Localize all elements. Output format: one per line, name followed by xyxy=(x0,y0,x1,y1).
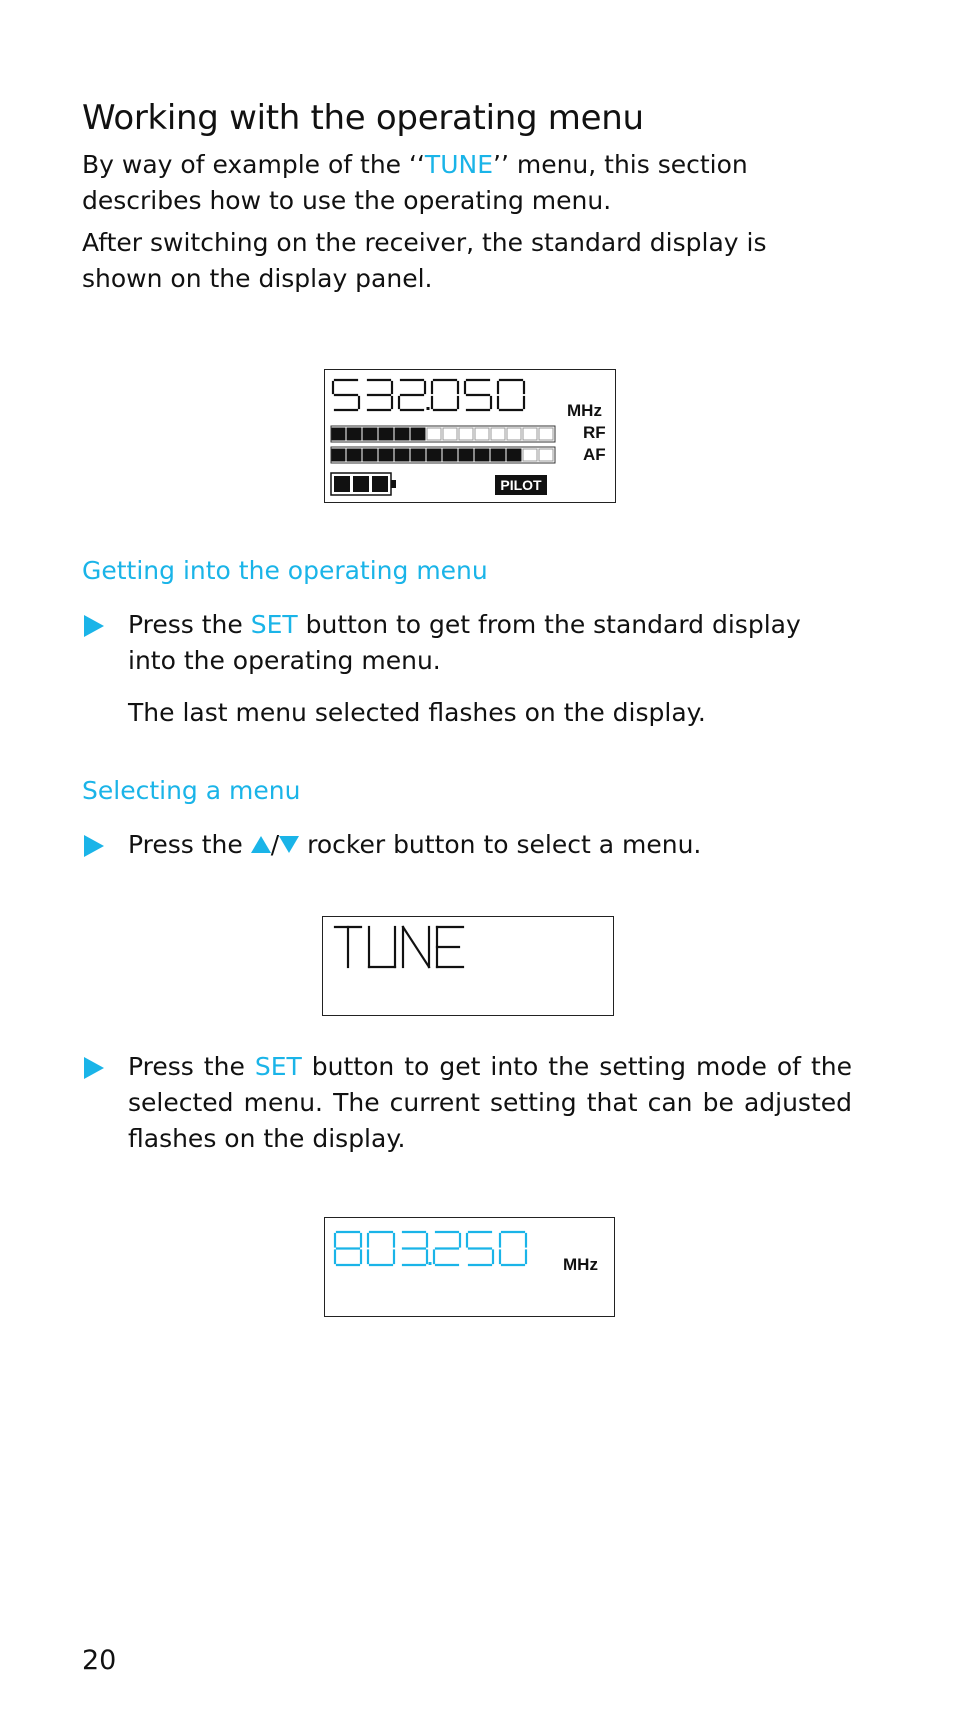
level-segment xyxy=(475,428,489,440)
standard-display-panel xyxy=(324,369,616,503)
intro-paragraph-2: After switching on the receiver, the standard display is shown on the display panel. xyxy=(82,228,767,293)
level-segment xyxy=(427,449,441,461)
intro-paragraph-1 xyxy=(82,147,852,219)
bullet-arrow-icon xyxy=(84,1057,104,1079)
bullet-arrow-icon xyxy=(84,615,104,637)
step-setting-mode xyxy=(128,1049,852,1157)
digit xyxy=(498,380,524,410)
level-segment xyxy=(331,449,345,461)
af-level-meter xyxy=(331,447,555,463)
level-segment xyxy=(411,449,425,461)
rf-level-meter xyxy=(331,426,555,442)
battery-segment xyxy=(334,476,350,492)
tune-display-graphic xyxy=(323,917,615,1017)
flashing-frequency-digits xyxy=(335,1232,526,1265)
rocker-up-icon xyxy=(251,836,271,853)
digit xyxy=(335,1232,361,1265)
digit xyxy=(403,1232,427,1265)
set-button-name: SET xyxy=(254,1052,302,1081)
level-segment xyxy=(379,428,393,440)
frequency-digits xyxy=(333,380,524,410)
lcd-letter xyxy=(335,927,361,967)
page-title: Working with the operating menu xyxy=(82,98,644,138)
rocker-down-icon xyxy=(279,836,299,853)
set-button-name: SET xyxy=(250,610,298,639)
digit xyxy=(434,1232,460,1265)
step-press-set xyxy=(128,607,852,679)
lcd-letter xyxy=(369,927,395,967)
lcd-letter xyxy=(437,927,463,967)
intro-text: By way of example of the ‘‘ xyxy=(82,150,425,179)
step-text-rest: button to get from the standard display into the operating menu. xyxy=(128,610,801,675)
step-result: The last menu selected flashes on the display. xyxy=(128,698,706,727)
frequency-setting-graphic xyxy=(325,1218,616,1318)
level-segment xyxy=(443,428,457,440)
level-segment xyxy=(395,428,409,440)
battery-tip xyxy=(391,480,396,488)
level-segment xyxy=(379,449,393,461)
level-segment xyxy=(395,449,409,461)
frequency-setting-display-panel xyxy=(324,1217,615,1317)
digit xyxy=(368,1232,394,1265)
level-segment xyxy=(491,449,505,461)
level-segment xyxy=(475,449,489,461)
intro-text-rest: ’’ menu, this section describes how to use the operating menu. xyxy=(82,150,748,215)
section-title-getting-into-menu: Getting into the operating menu xyxy=(82,556,488,585)
section-title-selecting-menu: Selecting a menu xyxy=(82,776,301,805)
battery-indicator xyxy=(331,473,396,495)
lcd-letter xyxy=(403,927,429,967)
level-segment xyxy=(347,428,361,440)
level-segment xyxy=(459,449,473,461)
level-segment xyxy=(523,428,537,440)
decimal-point xyxy=(427,407,430,410)
pilot-label: PILOT xyxy=(500,477,542,493)
tune-menu-text xyxy=(335,927,463,967)
rf-label: RF xyxy=(583,423,606,442)
digit xyxy=(333,380,359,410)
level-segment xyxy=(539,449,553,461)
battery-segment xyxy=(353,476,369,492)
standard-display-graphic xyxy=(325,370,617,504)
step-text: Press the xyxy=(128,610,251,639)
mhz-label: MHz xyxy=(567,401,602,420)
level-segment xyxy=(507,428,521,440)
step-rocker xyxy=(128,827,852,863)
battery-segment xyxy=(372,476,388,492)
digit xyxy=(465,380,491,410)
level-segment xyxy=(459,428,473,440)
level-segment xyxy=(347,449,361,461)
level-segment xyxy=(411,428,425,440)
slash: / xyxy=(270,830,280,859)
level-segment xyxy=(443,449,457,461)
step-text-rest: button to get into the setting mode of the selected menu. The current setting that can be adjusted flashes on the display. xyxy=(128,1052,852,1153)
level-segment xyxy=(363,449,377,461)
step-text: Press the xyxy=(128,1052,255,1081)
level-segment xyxy=(331,428,345,440)
digit xyxy=(500,1232,526,1265)
digit xyxy=(467,1232,493,1265)
page-number: 20 xyxy=(82,1645,117,1676)
level-segment xyxy=(427,428,441,440)
af-label: AF xyxy=(583,445,606,464)
level-segment xyxy=(491,428,505,440)
level-segment xyxy=(507,449,521,461)
step-text-rest: rocker button to select a menu. xyxy=(299,830,702,859)
bullet-arrow-icon xyxy=(84,835,104,857)
decimal-point xyxy=(429,1262,432,1265)
digit xyxy=(368,380,392,410)
step-text: Press the xyxy=(128,830,251,859)
digit xyxy=(432,380,458,410)
mhz-label: MHz xyxy=(563,1255,598,1274)
tune-menu-name: TUNE xyxy=(424,150,493,179)
level-segment xyxy=(363,428,377,440)
level-segment xyxy=(539,428,553,440)
level-segment xyxy=(523,449,537,461)
digit xyxy=(399,380,425,410)
tune-display-panel xyxy=(322,916,614,1016)
